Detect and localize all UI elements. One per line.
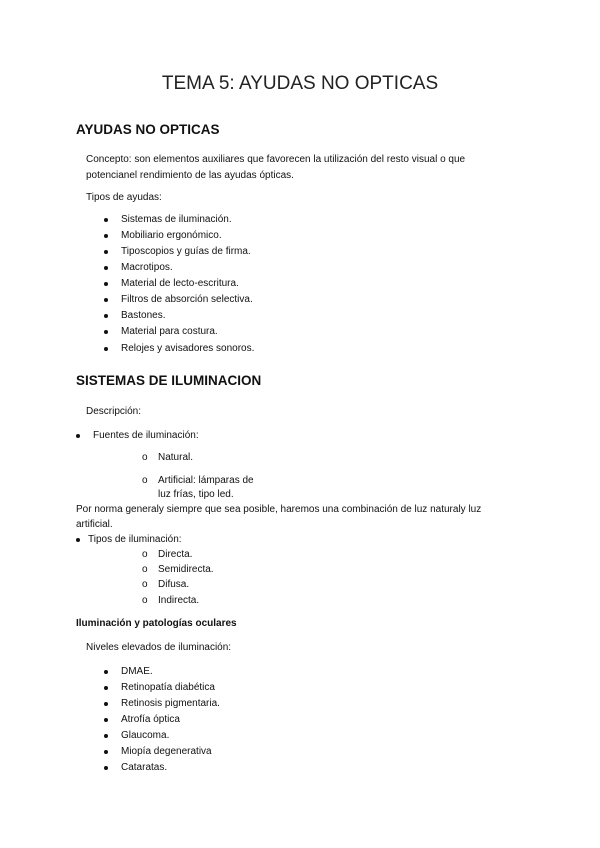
section-heading-ayudas: AYUDAS NO OPTICAS xyxy=(76,122,220,137)
bullet-icon xyxy=(104,282,108,286)
norm-text-line2: artificial. xyxy=(76,519,113,530)
lighting-type-item: Directa. xyxy=(158,549,193,560)
bullet-icon xyxy=(104,750,108,754)
bullet-icon xyxy=(104,330,108,334)
lighting-type-item: Indirecta. xyxy=(158,595,200,606)
bullet-icon xyxy=(104,670,108,674)
lighting-type-item: Semidirecta. xyxy=(158,564,214,575)
circle-bullet-icon: o xyxy=(142,475,148,486)
bullet-icon xyxy=(104,266,108,270)
source-item: Artificial: lámparas de xyxy=(158,475,254,486)
circle-bullet-icon: o xyxy=(142,452,148,463)
source-item-continuation: luz frías, tipo led. xyxy=(158,489,234,500)
bullet-icon xyxy=(104,234,108,238)
lighting-type-item: Difusa. xyxy=(158,579,190,590)
bullet-icon xyxy=(104,766,108,770)
sources-label: Fuentes de iluminación: xyxy=(93,430,199,441)
concept-text-line1: Concepto: son elementos auxiliares que favorecen la utilización del resto visual o que xyxy=(86,154,466,165)
bullet-icon xyxy=(104,702,108,706)
lighting-types-label: Tipos de iluminación: xyxy=(88,534,182,545)
bullet-icon xyxy=(104,298,108,302)
source-item: Natural. xyxy=(158,452,194,463)
bullet-icon xyxy=(104,218,108,222)
bullet-icon xyxy=(104,686,108,690)
bullet-icon xyxy=(76,538,80,542)
subsection-heading-patologias: Iluminación y patologías oculares xyxy=(76,618,237,629)
circle-bullet-icon: o xyxy=(142,579,148,590)
circle-bullet-icon: o xyxy=(142,549,148,560)
section-heading-iluminacion: SISTEMAS DE ILUMINACION xyxy=(76,373,262,388)
types-label: Tipos de ayudas: xyxy=(86,192,162,203)
levels-label: Niveles elevados de iluminación: xyxy=(86,642,232,653)
bullet-icon xyxy=(104,734,108,738)
bullet-icon xyxy=(76,434,80,438)
description-label: Descripción: xyxy=(86,406,142,417)
concept-text-line2: potencianel rendimiento de las ayudas ópticas. xyxy=(86,170,294,181)
bullet-icon xyxy=(104,314,108,318)
norm-text-line1: Por norma generaly siempre que sea posible, haremos una combinación de luz naturaly luz xyxy=(76,504,482,515)
circle-bullet-icon: o xyxy=(142,595,148,606)
circle-bullet-icon: o xyxy=(142,564,148,575)
page-title: TEMA 5: AYUDAS NO OPTICAS xyxy=(161,73,439,94)
bullet-icon xyxy=(104,718,108,722)
bullet-icon xyxy=(104,347,108,351)
bullet-icon xyxy=(104,250,108,254)
